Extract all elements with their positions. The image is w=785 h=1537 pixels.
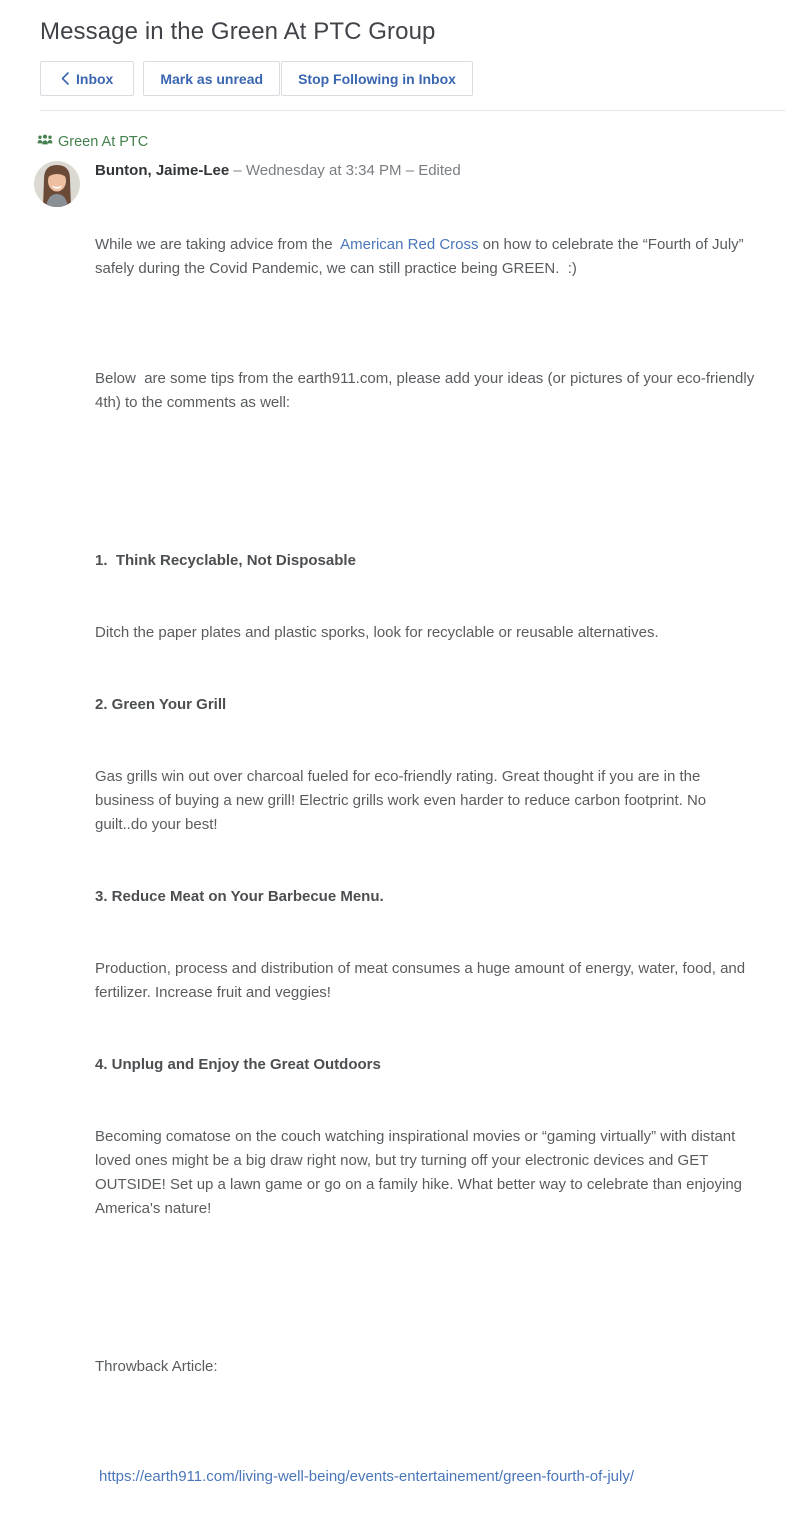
tip-body: Gas grills win out over charcoal fueled for eco-friendly rating. Great thought if you are in the business of buying a new grill! Electric grills work even harder to reduce carbon footprint. No guilt..do your best!: [95, 768, 711, 833]
throwback-label: Throwback Article:: [95, 1358, 218, 1375]
group-name: Green At PTC: [58, 134, 149, 150]
avatar[interactable]: [34, 161, 80, 207]
tip-body: Becoming comatose on the couch watching inspirational movies or “gaming virtually” with distant loved ones might be a big draw right now, but try turning off your electronic devices and GET OUTSIDE! Set up a lawn game or go on a family hike. What better way to celebrate than enjoying America's nature!: [95, 1128, 746, 1217]
header: [0, 0, 785, 96]
message-body: [95, 185, 759, 1537]
tips-list: [95, 501, 755, 1269]
group-link[interactable]: [34, 134, 148, 150]
american-red-cross-link[interactable]: American Red Cross: [340, 236, 479, 253]
tip-heading: 3. Reduce Meat on Your Barbecue Menu.: [95, 888, 384, 905]
article-link-row: [95, 1465, 755, 1489]
paragraph-tips-intro: Below are some tips from the earth911.com, please add your ideas (or pictures of your eco-friendly 4th) to the comments as well:: [95, 370, 759, 411]
post-body: [95, 159, 759, 1537]
tip-heading: 4. Unplug and Enjoy the Great Outdoors: [95, 1056, 381, 1073]
tip-heading: 2. Green Your Grill: [95, 696, 227, 713]
content: [0, 111, 785, 1537]
mark-as-unread-button[interactable]: Mark as unread: [143, 61, 280, 96]
people-group-icon: [37, 134, 53, 150]
post: [34, 159, 759, 1537]
intro-text-after-link: on how to celebrate the “Fourth of July” safely during the Covid Pandemic, we can still practice being GREEN. :): [95, 236, 748, 277]
stop-following-button[interactable]: Stop Following in Inbox: [281, 61, 473, 96]
chevron-left-icon: [61, 72, 69, 85]
intro-text-before-link: While we are taking advice from the: [95, 236, 341, 253]
post-timestamp: – Wednesday at 3:34 PM – Edited: [229, 162, 461, 179]
tip-body: Ditch the paper plates and plastic sporks, look for recyclable or reusable alternatives.: [95, 624, 659, 641]
tip-heading: 1. Think Recyclable, Not Disposable: [95, 552, 356, 569]
inbox-back-button[interactable]: [40, 61, 134, 96]
page-title: Message in the Green At PTC Group: [40, 18, 436, 45]
tip-body: Production, process and distribution of meat consumes a huge amount of energy, water, food, and fertilizer. Increase fruit and veggies!: [95, 960, 750, 1001]
article-link[interactable]: https://earth911.com/living-well-being/events-entertainement/green-fourth-of-july/: [99, 1468, 634, 1485]
paragraph-intro: [95, 233, 755, 281]
inbox-back-label: Inbox: [76, 70, 114, 87]
byline: [95, 161, 755, 181]
toolbar: [40, 61, 745, 96]
toolbar-button-group: [143, 61, 473, 96]
author-name[interactable]: Bunton, Jaime-Lee: [95, 162, 230, 179]
